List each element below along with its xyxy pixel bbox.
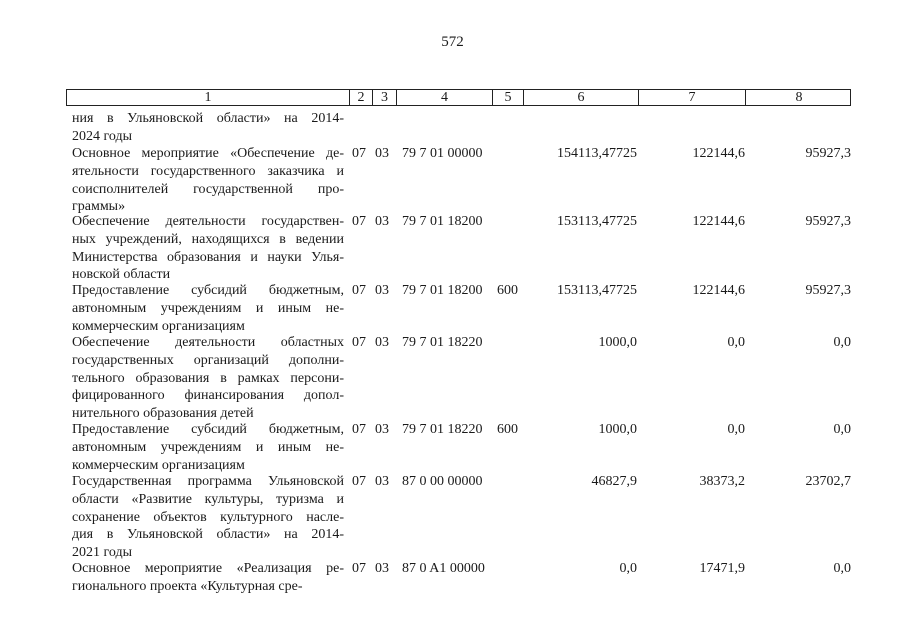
cell-c2: 07 (352, 561, 366, 576)
description-line: Основное мероприятие «Обеспечение де- (72, 146, 344, 161)
description-line: тельного образования в рамках персони- (72, 370, 344, 386)
description-line: гионального проекта «Культурная сре- (72, 578, 303, 594)
cell-c2: 07 (352, 146, 366, 161)
description-line: ятельности государственного заказчика и (72, 163, 344, 179)
description-line: Обеспечение деятельности областных (72, 335, 344, 350)
cell-c6: 46827,9 (591, 474, 637, 489)
cell-c2: 07 (352, 214, 366, 229)
cell-c3: 03 (375, 335, 389, 350)
cell-c2: 07 (352, 422, 366, 437)
cell-c4: 79 7 01 18200 (402, 214, 483, 229)
cell-c6: 153113,47725 (557, 214, 637, 229)
row-description (72, 334, 344, 423)
header-col-8: 8 (795, 90, 803, 105)
cell-c4: 79 7 01 18220 (402, 422, 483, 437)
cell-c2: 07 (352, 283, 366, 298)
description-line: Министерства образования и науки Улья- (72, 249, 344, 265)
description-line: соисполнителей государственной про- (72, 181, 344, 197)
page-number: 572 (441, 34, 464, 50)
description-line: Основное мероприятие «Реализация ре- (72, 561, 344, 576)
row-description (72, 145, 344, 216)
cell-c8: 95927,3 (805, 146, 851, 161)
cell-c5: 600 (497, 283, 518, 298)
cell-c4: 87 0 A1 00000 (402, 561, 485, 576)
cell-c7: 0,0 (727, 422, 745, 437)
header-col-5: 5 (493, 90, 524, 105)
description-line: области «Развитие культуры, туризма и (72, 491, 344, 507)
cell-c7: 0,0 (727, 335, 745, 350)
description-line: 2021 годы (72, 545, 133, 561)
cell-c4: 87 0 00 00000 (402, 474, 483, 489)
cell-c3: 03 (375, 561, 389, 576)
row-description (72, 213, 344, 284)
cell-c4: 79 7 01 18220 (402, 335, 483, 350)
cell-c6: 1000,0 (598, 335, 637, 350)
row-description (72, 110, 344, 146)
cell-c5: 600 (497, 422, 518, 437)
description-line: нительного образования детей (72, 406, 254, 422)
cell-c6: 154113,47725 (557, 146, 637, 161)
cell-c7: 122144,6 (692, 283, 745, 298)
description-line: новской области (72, 267, 171, 283)
cell-c3: 03 (375, 146, 389, 161)
cell-c8: 0,0 (833, 561, 851, 576)
cell-c3: 03 (375, 283, 389, 298)
row-description (72, 421, 344, 474)
description-line: 2024 годы (72, 128, 133, 144)
cell-c2: 07 (352, 474, 366, 489)
description-line: коммерческим организациям (72, 318, 245, 334)
table-header (66, 89, 851, 106)
cell-c3: 03 (375, 474, 389, 489)
row-description (72, 282, 344, 335)
cell-c8: 0,0 (833, 422, 851, 437)
cell-c7: 122144,6 (692, 146, 745, 161)
description-line: Обеспечение деятельности государствен- (72, 214, 344, 229)
header-col-1: 1 (67, 90, 350, 105)
description-line: дия в Ульяновской области» на 2014- (72, 527, 344, 543)
cell-c4: 79 7 01 00000 (402, 146, 483, 161)
description-line: Государственная программа Ульяновской (72, 474, 344, 489)
header-col-7: 7 (639, 90, 746, 105)
cell-c4: 79 7 01 18200 (402, 283, 483, 298)
cell-c8: 0,0 (833, 335, 851, 350)
cell-c7: 17471,9 (699, 561, 745, 576)
header-col-6: 6 (524, 90, 639, 105)
cell-c8: 95927,3 (805, 283, 851, 298)
description-line: сохранение объектов культурного насле- (72, 509, 344, 525)
header-col-4: 4 (397, 90, 493, 105)
cell-c7: 122144,6 (692, 214, 745, 229)
description-line: Предоставление субсидий бюджетным, (72, 422, 344, 437)
description-line: автономным учреждениям и иным не- (72, 439, 344, 455)
cell-c3: 03 (375, 422, 389, 437)
header-col-2: 2 (350, 90, 373, 105)
description-line: граммы» (72, 199, 126, 215)
row-description (72, 473, 344, 562)
cell-c2: 07 (352, 335, 366, 350)
description-line: государственных организаций дополни- (72, 352, 344, 368)
cell-c3: 03 (375, 214, 389, 229)
cell-c8: 23702,7 (805, 474, 851, 489)
cell-c8: 95927,3 (805, 214, 851, 229)
description-line: коммерческим организациям (72, 457, 245, 473)
cell-c6: 0,0 (619, 561, 637, 576)
header-col-3: 3 (373, 90, 397, 105)
description-line: ных учреждений, находящихся в ведении (72, 231, 344, 247)
description-line: ния в Ульяновской области» на 2014- (72, 111, 344, 126)
row-description (72, 560, 344, 596)
cell-c7: 38373,2 (699, 474, 745, 489)
description-line: Предоставление субсидий бюджетным, (72, 283, 344, 298)
cell-c6: 153113,47725 (557, 283, 637, 298)
description-line: фицированного финансирования допол- (72, 388, 344, 404)
cell-c6: 1000,0 (598, 422, 637, 437)
description-line: автономным учреждениям и иным не- (72, 300, 344, 316)
